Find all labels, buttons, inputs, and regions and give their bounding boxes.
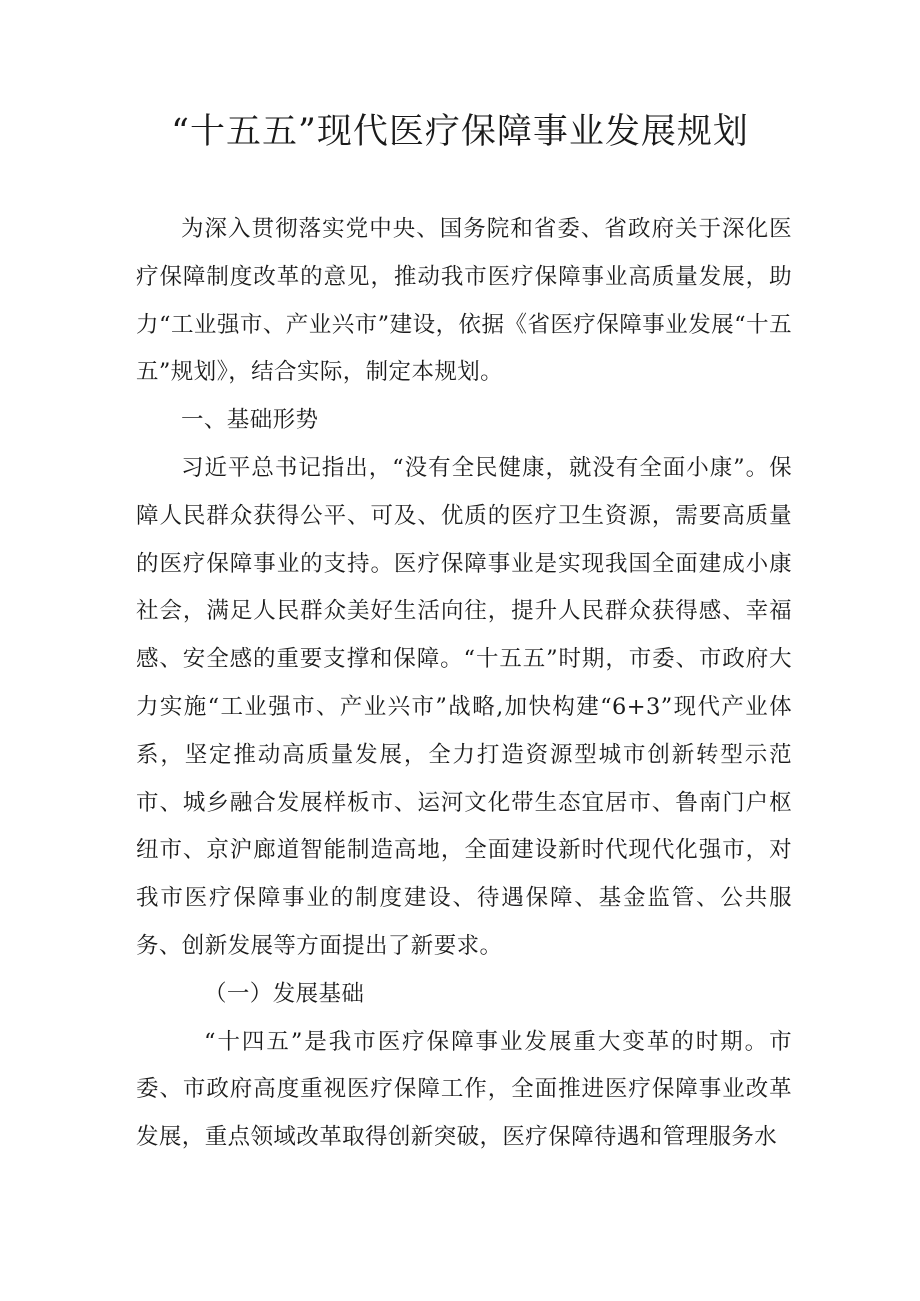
subsection-paragraph-development-foundation: “十四五”是我市医疗保障事业发展重大变革的时期。市委、市政府高度重视医疗保障工作，全面推进医疗保障事业改革发展，重点领域改革取得创新突破，医疗保障待遇和管理服务水: [136, 1028, 792, 1151]
section-paragraph-basic-situation: 习近平总书记指出，“没有全民健康，就没有全面小康”。保障人民群众获得公平、可及、优质的医疗卫生资源，需要高质量的医疗保障事业的支持。医疗保障事业是实现我国全面建成小康社会，满足人民群众美好生活向往，提升人民群众获得感、幸福感、安全感的重要支撑和保障。“十五五”时期，市委、市政府大力实施“工业强市、产业兴市”战略,加快构建“6+3”现代产业体系，坚定推动高质量发展，全力打造资源型城市创新转型示范市、城乡融合发展样板市、运河文化带生态宜居市、鲁南门户枢纽市、京沪廊道智能制造高地，全面建设新时代现代化强市，对我市医疗保障事业的制度建设、待遇保障、基金监管、公共服务、创新发展等方面提出了新要求。: [136, 454, 792, 959]
document-title: “十五五”现代医疗保障事业发展规划: [171, 112, 749, 152]
subsection-heading-development-foundation: （一）发展基础: [204, 980, 365, 1007]
document-body: [136, 206, 792, 1162]
intro-paragraph: 为深入贯彻落实党中央、国务院和省委、省政府关于深化医疗保障制度改革的意见，推动我市医疗保障事业高质量发展，助力“工业强市、产业兴市”建设，依据《省医疗保障事业发展“十五五”规划》，结合实际，制定本规划。: [136, 216, 792, 386]
section-heading-basic-situation: 一、基础形势: [181, 407, 319, 434]
